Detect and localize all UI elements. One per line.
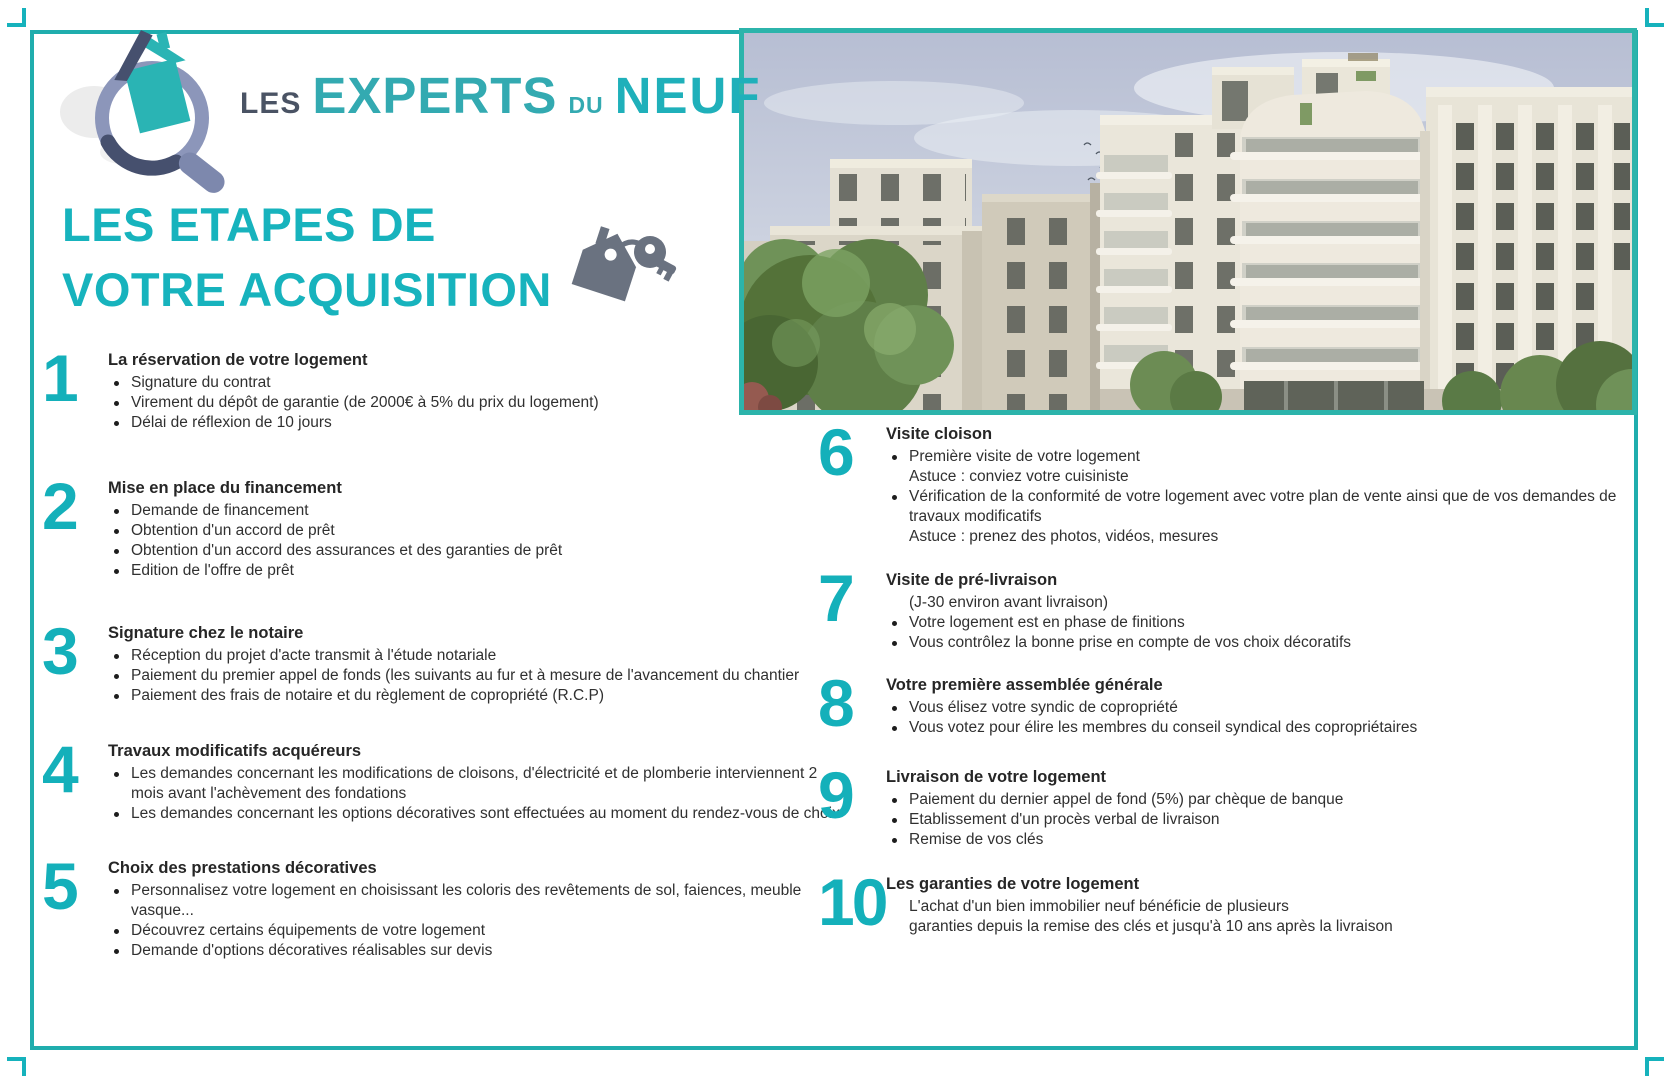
step-block (42, 341, 854, 433)
step-block (42, 849, 854, 961)
step-number: 8 (818, 666, 852, 740)
step-item-text: Remise de vos clés (909, 831, 1044, 848)
step-bullet-item (886, 613, 1626, 633)
bullet-dot (114, 694, 119, 699)
step-item-text: garanties depuis la remise des clés et jusqu'à 10 ans après la livraison (909, 918, 1393, 935)
step-bullet-item (886, 790, 1626, 810)
step-item-text: Paiement du dernier appel de fond (5%) par chèque de banque (909, 791, 1344, 808)
step-item-text: Virement du dépôt de garantie (de 2000€ à 5% du prix du logement) (131, 394, 599, 411)
step-title: Mise en place du financement (108, 479, 342, 497)
bullet-dot (114, 529, 119, 534)
corner-mark-top-left (7, 8, 26, 27)
step-item-text: Astuce : conviez votre cuisiniste (909, 468, 1129, 485)
house-keys-icon (560, 218, 680, 313)
step-bullet-item (108, 521, 848, 541)
step-item-text: Paiement du premier appel de fonds (les suivants au fur et à mesure de l'avancement du chantier (131, 667, 800, 684)
corner-mark-bottom-right (1645, 1057, 1664, 1076)
step-title: Choix des prestations décoratives (108, 859, 377, 877)
bullet-dot (892, 706, 897, 711)
step-item-text: Demande de financement (131, 502, 309, 519)
step-block (818, 865, 1638, 939)
house-in-magnifier-icon (56, 2, 238, 199)
step-text-line (886, 527, 1626, 547)
step-title: Visite cloison (886, 425, 993, 443)
step-title: Visite de pré-livraison (886, 571, 1058, 589)
step-item-text: Personnalisez votre logement en choisissant les coloris des revêtements de sol, faiences, meuble vasque... (131, 882, 802, 919)
step-block (818, 415, 1638, 547)
step-bullet-item (108, 764, 848, 804)
step-bullet-item (886, 718, 1626, 738)
step-number: 9 (818, 758, 852, 832)
bullet-dot (892, 798, 897, 803)
step-title: Les garanties de votre logement (886, 875, 1140, 893)
step-number: 3 (42, 614, 76, 688)
bullet-dot (892, 818, 897, 823)
step-item-text: Edition de l'offre de prêt (131, 562, 294, 579)
corner-mark-top-right (1645, 8, 1664, 27)
brand-neuf: NEUF (614, 67, 762, 124)
step-items (108, 881, 848, 961)
step-items (886, 698, 1626, 738)
bullet-dot (114, 949, 119, 954)
step-bullet-item (886, 487, 1626, 527)
brand-du: DU (568, 92, 604, 118)
step-block (42, 614, 854, 706)
bullet-dot (892, 641, 897, 646)
step-item-text: Vous contrôlez la bonne prise en compte de vos choix décoratifs (909, 634, 1352, 651)
bullet-dot (114, 772, 119, 777)
step-number: 1 (42, 341, 76, 415)
step-bullet-item (108, 941, 848, 961)
bullet-dot (114, 381, 119, 386)
step-title: Travaux modificatifs acquéreurs (108, 742, 362, 760)
step-item-text: Les demandes concernant les options décoratives sont effectuées au moment du rendez-vous de choix (131, 805, 840, 822)
step-text-line (886, 917, 1626, 937)
step-bullet-item (886, 830, 1626, 850)
brand-les: LES (240, 87, 302, 120)
step-items (886, 593, 1626, 653)
step-body (886, 424, 1626, 547)
step-bullet-item (108, 666, 848, 686)
step-body (886, 874, 1626, 937)
step-item-text: Demande d'options décoratives réalisables sur devis (131, 942, 493, 959)
bullet-dot (114, 509, 119, 514)
step-items (108, 373, 848, 433)
step-text-line (886, 593, 1626, 613)
bullet-dot (892, 621, 897, 626)
step-item-text: Première visite de votre logement (909, 448, 1140, 465)
step-item-text: Vérification de la conformité de votre logement avec votre plan de vente ainsi que de vos demandes de travaux modificatifs (909, 488, 1617, 525)
step-block (42, 732, 854, 824)
step-block (818, 561, 1638, 653)
step-bullet-item (886, 633, 1626, 653)
bullet-dot (114, 889, 119, 894)
bullet-dot (114, 674, 119, 679)
step-bullet-item (886, 447, 1626, 467)
step-items (886, 447, 1626, 547)
bullet-dot (892, 726, 897, 731)
step-item-text: Délai de réflexion de 10 jours (131, 414, 332, 431)
bullet-dot (114, 549, 119, 554)
step-bullet-item (108, 646, 848, 666)
bullet-dot (892, 838, 897, 843)
step-bullet-item (108, 686, 848, 706)
step-number: 4 (42, 732, 76, 806)
step-item-text: Découvrez certains équipements de votre logement (131, 922, 486, 939)
step-block (818, 666, 1638, 740)
step-block (818, 758, 1638, 850)
page-title-line1: LES ETAPES DE (62, 198, 436, 251)
step-bullet-item (886, 810, 1626, 830)
bullet-dot (114, 401, 119, 406)
step-number: 10 (818, 865, 886, 939)
step-item-text: Les demandes concernant les modifications de cloisons, d'électricité et de plomberie interviennent 2 mois avant l'achèvement des fondations (131, 765, 818, 802)
step-title: Signature chez le notaire (108, 624, 304, 642)
page-title-line2: VOTRE ACQUISITION (62, 263, 552, 316)
step-bullet-item (108, 561, 848, 581)
step-title: Votre première assemblée générale (886, 676, 1163, 694)
step-body (886, 675, 1626, 738)
step-body (108, 350, 848, 433)
bullet-dot (114, 654, 119, 659)
step-item-text: Vous votez pour élire les membres du conseil syndical des copropriétaires (909, 719, 1418, 736)
step-text-line (886, 467, 1626, 487)
step-bullet-item (108, 881, 848, 921)
step-item-text: Etablissement d'un procès verbal de livraison (909, 811, 1220, 828)
step-text-line (886, 897, 1626, 917)
step-bullet-item (108, 921, 848, 941)
bullet-dot (892, 495, 897, 500)
step-number: 7 (818, 561, 852, 635)
step-number: 2 (42, 469, 76, 543)
step-body (108, 858, 848, 961)
step-bullet-item (108, 413, 848, 433)
step-number: 6 (818, 415, 852, 489)
step-item-text: Vous élisez votre syndic de copropriété (909, 699, 1178, 716)
step-item-text: Obtention d'un accord des assurances et des garanties de prêt (131, 542, 563, 559)
step-item-text: Astuce : prenez des photos, vidéos, mesures (909, 528, 1219, 545)
step-item-text: (J-30 environ avant livraison) (909, 594, 1109, 611)
step-item-text: Réception du projet d'acte transmit à l'étude notariale (131, 647, 497, 664)
bullet-dot (114, 421, 119, 426)
step-item-text: Obtention d'un accord de prêt (131, 522, 335, 539)
building-render-graphic (744, 33, 1632, 410)
page-title (62, 192, 552, 322)
brand-experts: EXPERTS (312, 67, 558, 124)
step-block (42, 469, 854, 581)
step-item-text: Paiement des frais de notaire et du règlement de copropriété (R.C.P) (131, 687, 604, 704)
step-body (108, 741, 848, 824)
step-items (886, 790, 1626, 850)
step-item-text: Votre logement est en phase de finitions (909, 614, 1185, 631)
step-bullet-item (108, 541, 848, 561)
step-item-text: Signature du contrat (131, 374, 271, 391)
step-body (108, 623, 848, 706)
bullet-dot (114, 812, 119, 817)
step-bullet-item (886, 698, 1626, 718)
step-body (886, 767, 1626, 850)
step-bullet-item (108, 393, 848, 413)
step-bullet-item (108, 501, 848, 521)
step-bullet-item (108, 373, 848, 393)
step-body (108, 478, 848, 581)
step-body (886, 570, 1626, 653)
step-item-text: L'achat d'un bien immobilier neuf bénéficie de plusieurs (909, 898, 1289, 915)
bullet-dot (114, 929, 119, 934)
step-number: 5 (42, 849, 76, 923)
step-items (108, 764, 848, 824)
step-items (108, 646, 848, 706)
new-building-photo (739, 28, 1637, 415)
step-items (108, 501, 848, 581)
step-title: Livraison de votre logement (886, 768, 1107, 786)
step-items (886, 897, 1626, 937)
bullet-dot (892, 455, 897, 460)
step-bullet-item (108, 804, 848, 824)
brand-wordmark (240, 66, 762, 125)
corner-mark-bottom-left (7, 1057, 26, 1076)
bullet-dot (114, 569, 119, 574)
step-title: La réservation de votre logement (108, 351, 368, 369)
